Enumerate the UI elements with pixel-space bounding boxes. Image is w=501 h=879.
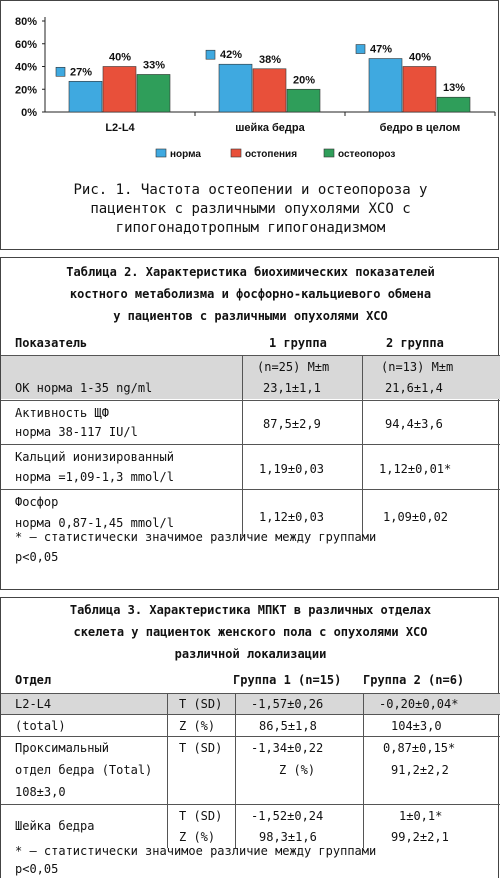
table-2-subheader-group-2: (n=13) M±m [381,360,454,374]
table-3-title-line-1: Таблица 3. Характеристика МПКТ в различных отделах [69,603,432,617]
table-3-row-3-metric-t: T (SD) [179,809,223,823]
table-2-footnote-line-2: p<0,05 [15,550,59,564]
bar-остеопороз [137,74,170,112]
bar-остопения [403,67,436,113]
table-3-row-2-label-1: Проксимальный [15,741,109,755]
table-3-row-1-metric-z: Z (%) [179,719,216,733]
table-2-header-group-2: 2 группа [386,336,444,350]
table-2-row-1-group-1: 23,1±1,1 [263,381,321,395]
legend-swatch-остопения [231,149,241,157]
figure-caption-line-2: пациенток с различными опухолями ХСО с [90,201,411,217]
table-3-column-rule [235,694,236,848]
table-3-row-3-group-1-z: 98,3±1,6 [259,830,317,844]
bar-норма [69,81,102,112]
bar-остопения [103,67,136,113]
table-2-panel [0,257,499,590]
table-3-header-section: Отдел [15,673,52,687]
legend-label: норма [170,149,201,160]
table-2-title-line-1: Таблица 2. Характеристика биохимических показателей [66,265,435,279]
table-3-footnote-line-1: * – статистически значимое различие между группами [15,844,377,858]
table-2-row-2-label-1: Активность ЩФ [15,406,109,420]
table-2-row-4-label-2: норма 0,87-1,45 mmol/l [15,516,174,530]
legend-label: остопения [245,149,298,160]
x-category-label: бедро в целом [379,122,461,134]
table-3-row-2-metric-t: T (SD) [179,741,223,755]
table-3-panel [0,597,499,878]
table-2-row-2-group-2: 94,4±3,6 [385,417,443,431]
data-label: 20% [292,74,316,87]
table-3-row-1-group-1-z: 86,5±1,8 [259,719,317,733]
table-3-row-2-metric-z: Z (%) [279,763,316,777]
data-label-marker [206,50,215,59]
table-3-rule [1,714,500,715]
table-2-row-2-group-1: 87,5±2,9 [263,417,321,431]
table-3-header-group-2: Группа 2 (n=6) [363,673,465,687]
table-3-row-2-group-2-t: 0,87±0,15* [383,741,456,755]
table-3-row-3-group-1-t: -1,52±0,24 [251,809,324,823]
table-3-row-3-metric-z: Z (%) [179,830,216,844]
data-label-marker [356,45,365,54]
table-3-rule [1,736,500,737]
legend-label: остеопороз [338,149,396,160]
bar-остеопороз [437,97,470,112]
y-tick-label: 20% [14,84,37,97]
table-2-row-3-group-2: 1,12±0,01* [379,462,452,476]
table-3-row-1-group-2-t: -0,20±0,04* [379,697,459,711]
legend-swatch-норма [156,149,166,157]
table-3-column-rule [167,694,168,848]
y-tick-label: 0% [21,107,37,119]
x-category-label: шейка бедра [235,122,305,134]
y-tick-label: 80% [14,16,37,28]
table-3-row-3-label: Шейка бедра [15,819,95,833]
table-3-footnote-line-2: p<0,05 [15,862,59,876]
table-3-row-2-group-2-z: 91,2±2,2 [391,763,449,777]
y-tick-label: 60% [14,38,37,51]
table-2-subheader-group-1: (n=25) M±m [257,360,330,374]
table-2-rule [1,489,500,490]
table-3-row-1-label: L2-L4 [15,697,52,711]
table-2-column-rule [362,356,363,536]
table-2-header-indicator: Показатель [15,336,88,350]
table-3-row-1-sublabel: (total) [15,719,66,733]
table-2-rule [1,400,500,401]
legend-swatch-остеопороз [324,149,334,157]
bar-остеопороз [287,89,320,112]
table-3-row-2-label-2: отдел бедра (Total) [15,763,153,777]
table-2-row-4-group-2: 1,09±0,02 [383,510,449,524]
table-2-title-line-3: у пациентов с различными опухолями ХСО [113,309,388,323]
table-2-rule [1,444,500,445]
table-3-title-line-3: различной локализации [174,647,327,661]
figure-caption-line-3: гипогонадотропным гипогонадизмом [115,220,386,236]
data-label: 47% [370,43,393,56]
data-label: 42% [220,49,243,62]
table-2-row-4-group-1: 1,12±0,03 [259,510,325,524]
table-3-row-1-group-1-t: -1,57±0,26 [251,697,324,711]
table-2-title-line-2: костного метаболизма и фосфорно-кальциевого обмена [69,287,432,301]
table-2-footnote-line-1: * – статистически значимое различие между группами [15,530,377,544]
bar-норма [219,64,252,112]
table-2-row-2-label-2: норма 38-117 IU/l [15,425,138,439]
table-3-row-1-group-2-z: 104±3,0 [391,719,442,733]
figure-panel [0,0,499,250]
table-3-row-3-group-2-z: 99,2±2,1 [391,830,449,844]
table-3-column-rule [363,694,364,848]
table-3-row-2-group-1-t: -1,34±0,22 [251,741,324,755]
data-label: 13% [442,82,466,95]
data-label: 38% [258,53,282,66]
table-2-row-3-label-2: норма =1,09-1,3 mmol/l [15,470,174,484]
table-2-row-3-label-1: Кальций ионизированный [15,450,174,464]
table-2-row-1-group-2: 21,6±1,4 [385,381,443,395]
data-label: 33% [142,59,166,72]
table-3-row-2-group-1-z: 108±3,0 [15,785,66,799]
y-tick-label: 40% [14,61,37,74]
bar-норма [369,59,402,112]
table-2-row-4-label-1: Фосфор [15,495,59,509]
data-label: 27% [70,66,93,79]
table-2-row-1-label: ОК норма 1-35 ng/ml [15,381,153,395]
data-label: 40% [108,51,132,64]
table-3-header-group-1: Группа 1 (n=15) [233,673,342,687]
bar-остопения [253,69,286,112]
data-label: 40% [408,51,432,64]
data-label-marker [56,67,65,76]
table-3-title-line-2: скелета у пациенток женского пола с опухолями ХСО [73,625,428,639]
table-2-header-group-1: 1 группа [269,336,327,350]
bar-chart [1,1,498,176]
table-3-row-3-group-2-t: 1±0,1* [399,809,443,823]
x-category-label: L2-L4 [105,122,135,134]
table-2-column-rule [242,356,243,536]
figure-caption-line-1: Рис. 1. Частота остеопении и остеопороза у [73,182,428,198]
table-3-rule [1,804,500,805]
table-2-row-3-group-1: 1,19±0,03 [259,462,325,476]
table-3-row-1-metric-t: T (SD) [179,697,223,711]
